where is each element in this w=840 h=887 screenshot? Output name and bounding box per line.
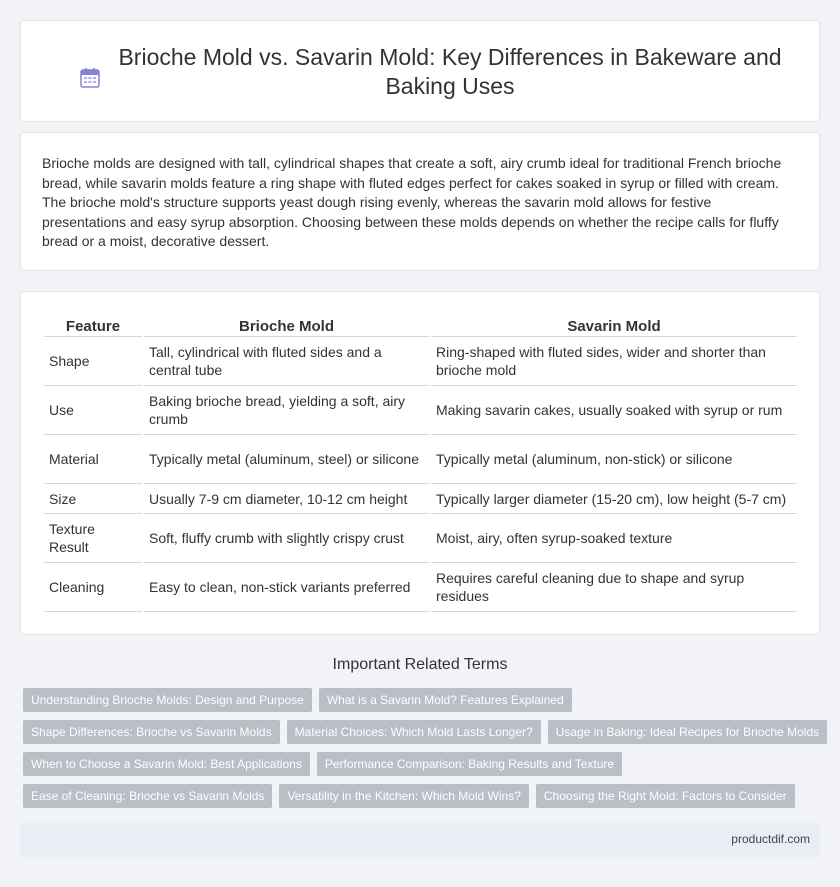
row-savarin: Typically metal (aluminum, non-stick) or silicone: [431, 435, 797, 484]
row-savarin: Requires careful cleaning due to shape and syrup residues: [431, 563, 797, 612]
related-term-tag[interactable]: Understanding Brioche Molds: Design and Purpose: [23, 688, 312, 712]
related-terms-list: [23, 688, 823, 816]
related-term-tag[interactable]: Material Choices: Which Mold Lasts Longer?: [287, 720, 541, 744]
tag-row: [23, 688, 823, 712]
tag-row: [23, 720, 823, 744]
table-row: [44, 337, 797, 386]
calendar-icon: [79, 67, 101, 89]
header-savarin: Savarin Mold: [431, 314, 797, 337]
row-savarin: Moist, airy, often syrup-soaked texture: [431, 514, 797, 563]
related-term-tag[interactable]: What is a Savarin Mold? Features Explained: [319, 688, 572, 712]
related-term-tag[interactable]: Ease of Cleaning: Brioche vs Savarin Molds: [23, 784, 272, 808]
row-feature: Cleaning: [44, 563, 142, 612]
related-term-tag[interactable]: Versatility in the Kitchen: Which Mold Wins?: [279, 784, 528, 808]
table-row: [44, 563, 797, 612]
row-feature: Size: [44, 484, 142, 514]
comparison-card: [20, 291, 820, 635]
table-row: [44, 435, 797, 484]
related-term-tag[interactable]: When to Choose a Savarin Mold: Best Applications: [23, 752, 310, 776]
intro-paragraph: Brioche molds are designed with tall, cylindrical shapes that create a soft, airy crumb ideal for traditional French brioche bread, while savarin molds feature a ring shape with fluted edges perfect for cakes soaked in syrup or filled with cream. The brioche mold's structure supports yeast dough rising evenly, whereas the savarin mold allows for festive presentations and easy syrup absorption. Choosing between these molds depends on whether the recipe calls for fluffy bread or a moist, decorative dessert.: [42, 155, 782, 249]
row-savarin: Typically larger diameter (15-20 cm), low height (5-7 cm): [431, 484, 797, 514]
header-card: [20, 20, 820, 122]
intro-card: [20, 132, 820, 271]
footer: [20, 823, 820, 857]
row-brioche: Typically metal (aluminum, steel) or silicone: [144, 435, 429, 484]
row-brioche: Easy to clean, non-stick variants preferred: [144, 563, 429, 612]
row-brioche: Soft, fluffy crumb with slightly crispy crust: [144, 514, 429, 563]
table-row: [44, 386, 797, 435]
header-brioche: Brioche Mold: [144, 314, 429, 337]
tag-row: [23, 784, 823, 808]
table-row: [44, 484, 797, 514]
header-feature: Feature: [44, 314, 142, 337]
row-brioche: Usually 7-9 cm diameter, 10-12 cm height: [144, 484, 429, 514]
page-title: Brioche Mold vs. Savarin Mold: Key Differences in Bakeware and Baking Uses: [118, 44, 782, 99]
related-terms-title: Important Related Terms: [332, 656, 508, 673]
related-term-tag[interactable]: Usage in Baking: Ideal Recipes for Brioche Molds: [548, 720, 827, 744]
row-savarin: Ring-shaped with fluted sides, wider and shorter than brioche mold: [431, 337, 797, 386]
row-savarin: Making savarin cakes, usually soaked with syrup or rum: [431, 386, 797, 435]
row-brioche: Baking brioche bread, yielding a soft, airy crumb: [144, 386, 429, 435]
row-feature: Texture Result: [44, 514, 142, 563]
comparison-table: [42, 314, 799, 612]
related-term-tag[interactable]: Shape Differences: Brioche vs Savarin Molds: [23, 720, 280, 744]
related-term-tag[interactable]: Performance Comparison: Baking Results and Texture: [317, 752, 622, 776]
row-feature: Use: [44, 386, 142, 435]
footer-site-link[interactable]: productdif.com: [731, 832, 810, 846]
related-term-tag[interactable]: Choosing the Right Mold: Factors to Consider: [536, 784, 795, 808]
tag-row: [23, 752, 823, 776]
row-feature: Material: [44, 435, 142, 484]
table-header-row: [44, 314, 797, 337]
row-feature: Shape: [44, 337, 142, 386]
table-row: [44, 514, 797, 563]
row-brioche: Tall, cylindrical with fluted sides and a central tube: [144, 337, 429, 386]
